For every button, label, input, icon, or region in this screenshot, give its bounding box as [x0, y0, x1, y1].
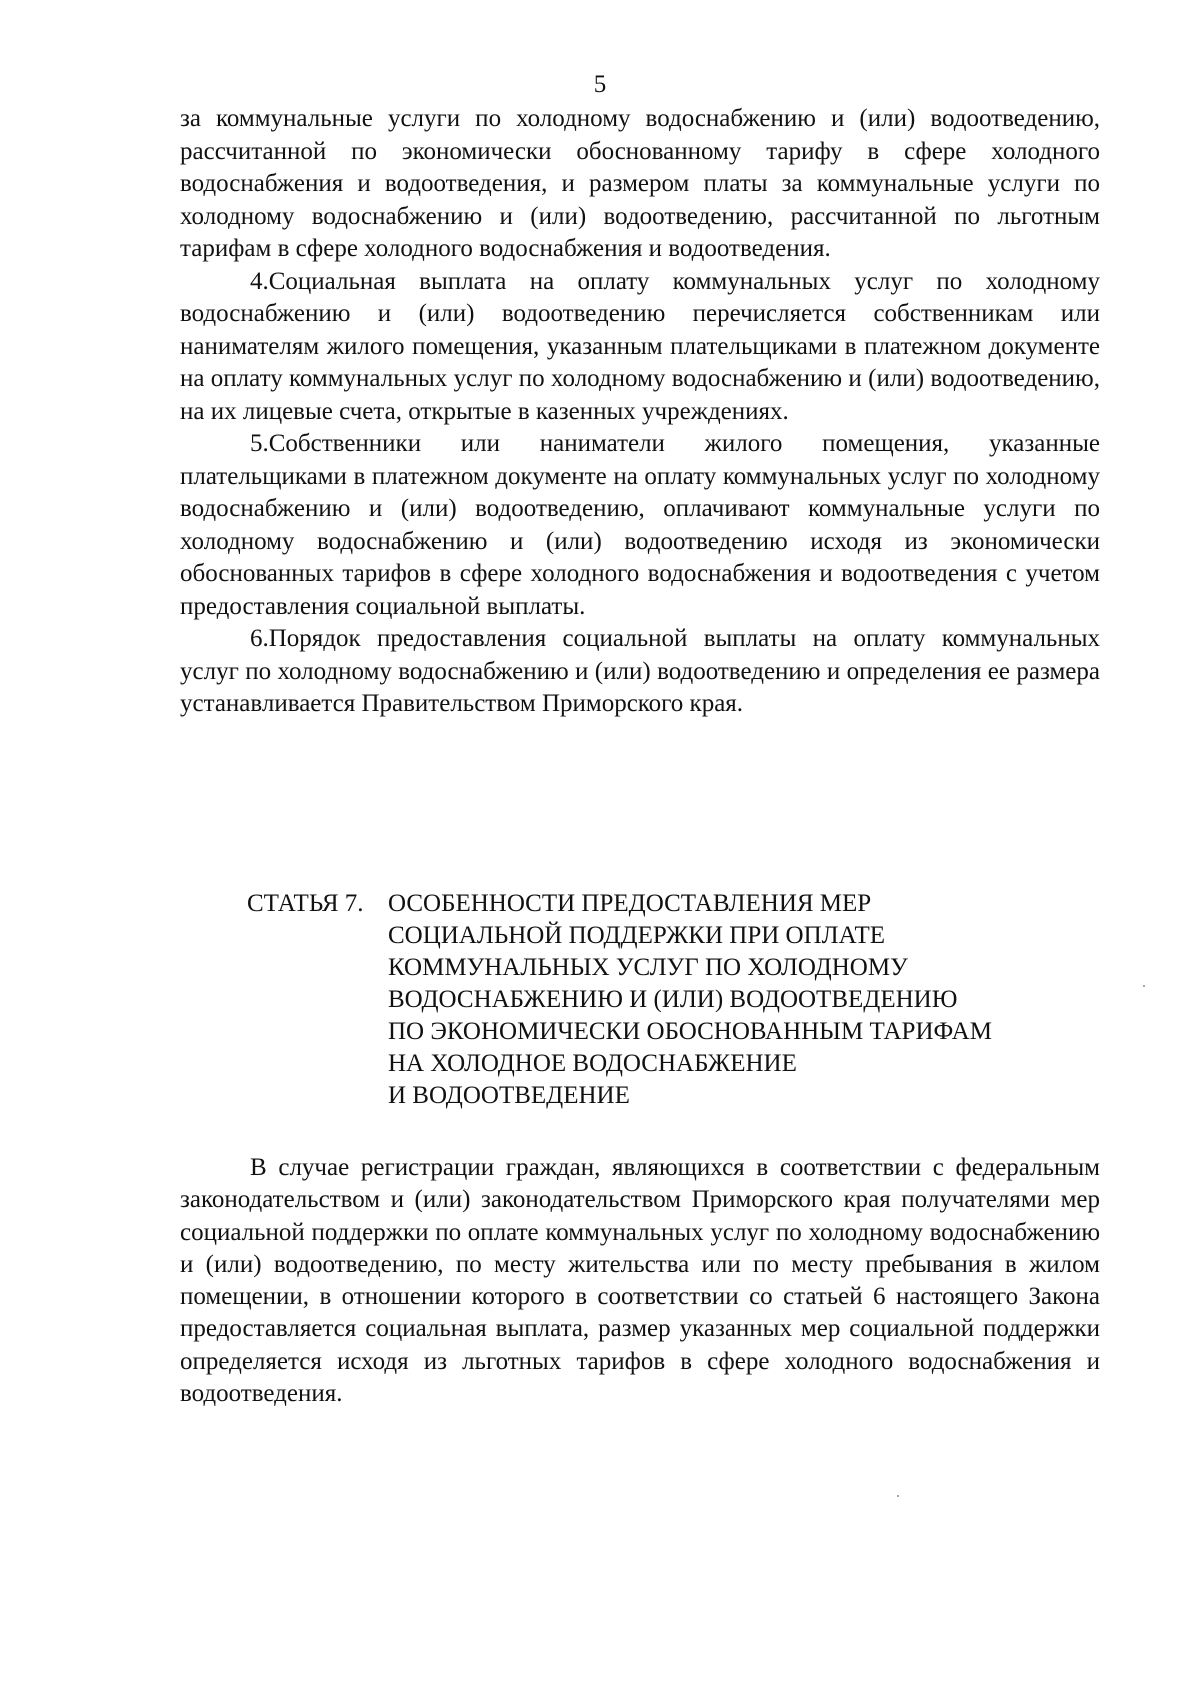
article-title-line: ВОДОСНАБЖЕНИЮ И (ИЛИ) ВОДООТВЕДЕНИЮ — [388, 986, 958, 1013]
article-title-line: СОЦИАЛЬНОЙ ПОДДЕРЖКИ ПРИ ОПЛАТЕ — [388, 922, 885, 949]
scan-speck — [1143, 985, 1145, 987]
article-title — [388, 888, 1107, 1112]
article-title-line: ОСОБЕННОСТИ ПРЕДОСТАВЛЕНИЯ МЕР — [388, 890, 872, 917]
article-title-line: И ВОДООТВЕДЕНИЕ — [388, 1082, 630, 1109]
article-label: СТАТЬЯ 7. — [247, 890, 364, 917]
paragraph-4: 4.Социальная выплата на оплату коммунальных услуг по холодному водоснабжению и (или) водоотведению перечисляется собственникам или нанимателям жилого помещения, указанным плательщиками в платежном документе на оплату коммунальных услуг по холодному водоснабжению и (или) водоотведению, на их лицевые счета, открытые в казенных учреждениях. — [180, 267, 1100, 425]
article-title-line: НА ХОЛОДНОЕ ВОДОСНАБЖЕНИЕ — [388, 1050, 797, 1077]
page-number: 5 — [593, 71, 607, 98]
article-title-line: КОММУНАЛЬНЫХ УСЛУГ ПО ХОЛОДНОМУ — [388, 954, 908, 981]
scan-speck — [897, 1495, 899, 1497]
article-6-continuation — [180, 103, 1100, 721]
paragraph-5: 5.Собственники или наниматели жилого помещения, указанные плательщиками в платежном документе на оплату коммунальных услуг по холодному водоснабжению и (или) водоотведению, оплачивают коммунальные услуги по холодному водоснабжению и (или) водоотведению исходя из экономически обоснованных тарифов в сфере холодного водоснабжения и водоотведения с учетом предоставления социальной выплаты. — [180, 430, 1100, 620]
paragraph-continued: за коммунальные услуги по холодному водоснабжению и (или) водоотведению, рассчитанной по экономически обоснованному тарифу в сфере холодного водоснабжения и водоотведения, и размером платы за коммунальные услуги по холодному водоснабжению и (или) водоотведению, рассчитанной по льготным тарифам в сфере холодного водоснабжения и водоотведения. — [180, 105, 1100, 262]
article-title-line: ПО ЭКОНОМИЧЕСКИ ОБОСНОВАННЫМ ТАРИФАМ — [388, 1018, 992, 1045]
paragraph-6: 6.Порядок предоставления социальной выплаты на оплату коммунальных услуг по холодному водоснабжению и (или) водоотведению и определения ее размера устанавливается Правительством Приморского края. — [180, 625, 1100, 717]
article-7-heading — [247, 888, 1107, 1112]
article-7-body — [180, 1152, 1100, 1410]
closing-paragraph: В случае регистрации граждан, являющихся в соответствии с федеральным законодательством и (или) законодательством Приморского края получателями мер социальной поддержки по оплате коммунальных услуг по холодному водоснабжению и (или) водоотведению, по месту жительства или по месту пребывания в жилом помещении, в отношении которого в соответствии со статьей 6 настоящего Закона предоставляется социальная выплата, размер указанных мер социальной поддержки определяется исходя из льготных тарифов в сфере холодного водоснабжения и водоотведения. — [180, 1154, 1100, 1408]
